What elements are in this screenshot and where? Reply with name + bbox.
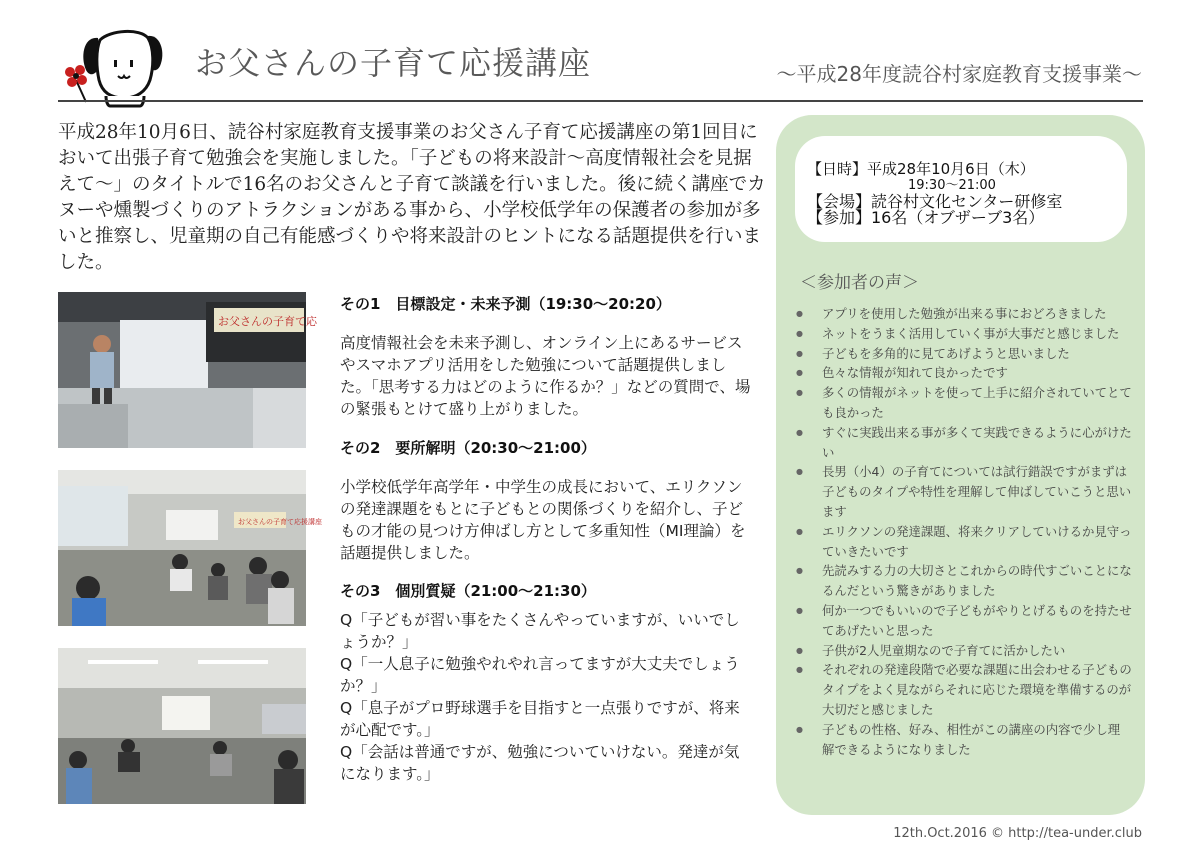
photo-room-rear [58,648,306,804]
event-time: 19:30～21:00 [908,178,996,193]
session-2-body: 小学校低学年高学年・中学生の成長において、エリクソンの発達課題をもとに子どもとの関係づくりを紹介し、子どもの才能の見つけ方伸ばし方として多重知性（MI理論）を話題提供しました。 [340,478,746,562]
question-item: Q「会話は普通ですが、勉強についていけない。発達が気になります。」 [340,743,740,783]
footer-credit: 12th.Oct.2016 © http://tea-under.club [893,826,1142,841]
voice-item: ● 長男（小4）の子育てについては試行錯誤ですがまずは子どものタイプや特性を理解して伸ばしていこうと思います [796,462,1132,521]
voice-item: ● エリクソンの発達課題、将来クリアしていけるか見守っていきたいです [796,522,1132,562]
voice-item: ● すぐに実践出来る事が多くて実践できるように心がけたい [796,423,1132,463]
session-1-body: 高度情報社会を未来予測し、オンライン上にあるサービスやスマホアプリ活用をした勉強について話題提供しました。「思考する力はどのように作るか？」などの質問で、場の緊張もとけて盛り上がりました。 [340,334,751,418]
voices-list [796,304,1132,759]
page-title: お父さんの子育て応援講座 [195,44,592,82]
header-divider [58,100,1143,102]
question-item: Q「子どもが習い事をたくさんやっていますが、いいでしょうか？」 [340,611,740,651]
voice-item: ● 多くの情報がネットを使って上手に紹介されていてとても良かった [796,383,1132,423]
dog-illustration [62,22,172,106]
session-1-heading: その1 目標設定・未来予測（19:30～20:20） [340,295,671,313]
session-3-questions [340,609,752,785]
photo-presenter-whiteboard [58,292,317,448]
voice-item: ● それぞれの発達段階で必要な課題に出会わせる子どものタイプをよく見ながらそれに応じた環境を準備するのが大切だと感じました [796,660,1132,719]
session-3-heading: その3 個別質疑（21:00～21:30） [340,582,596,600]
question-item: Q「一人息子に勉強やれやれ言ってますが大丈夫でしょうか？」 [340,655,740,695]
intro-paragraph: 平成28年10月6日、読谷村家庭教育支援事業のお父さん子育て応援講座の第1回目において出張子育て勉強会を実施しました。「子どもの将来設計～高度情報社会を見据えて～」のタイトルで16名のお父さんと子育て談議を行いました。後に続く講座でカヌーや燻製づくりのアトラクションがある事から、小学校低学年の保護者の参加が多いと推察し、児童期の自己有能感づくりや将来設計のヒントになる話題提供を行いました。 [58,122,766,273]
voice-item: ● ネットをうまく活用していく事が大事だと感じました [796,324,1132,344]
voice-item: ● アプリを使用した勉強が出来る事におどろきました [796,304,1132,324]
event-participants: 【参加】16名（オブザーブ3名） [807,208,1045,227]
voice-item: ● 何か一つでもいいので子どもがやりとげるものを持たせてあげたいと思った [796,601,1132,641]
banner-text: お父さんの子育て応援講座 [238,518,322,526]
voice-item: ● 先読みする力の大切さとこれからの時代すごいことになるんだという驚きがありました [796,561,1132,601]
question-item: Q「息子がプロ野球選手を目指すと一点張りですが、将来が心配です。」 [340,699,740,739]
voice-item: ● 子どもを多角的に見てあげようと思いました [796,344,1132,364]
voice-item: ● 色々な情報が知れて良かったです [796,363,1132,383]
dog-logo [62,22,172,106]
event-datetime: 【日時】平成28年10月6日（木） [807,160,1035,178]
page-subtitle: ～平成28年度読谷村家庭教育支援事業～ [776,62,1142,86]
banner-text: お父さんの子育て応 [218,315,317,328]
photo-audience-front [58,470,322,626]
voice-item: ● 子供が2人児童期なので子育てに活かしたい [796,641,1132,661]
voices-heading: ＜参加者の声＞ [800,273,919,293]
session-2-heading: その2 要所解明（20:30～21:00） [340,439,596,457]
event-venue: 【会場】読谷村文化センター研修室 [807,192,1063,211]
voice-item: ● 子どもの性格、好み、相性がこの講座の内容で少し理解できるようになりました [796,720,1132,760]
